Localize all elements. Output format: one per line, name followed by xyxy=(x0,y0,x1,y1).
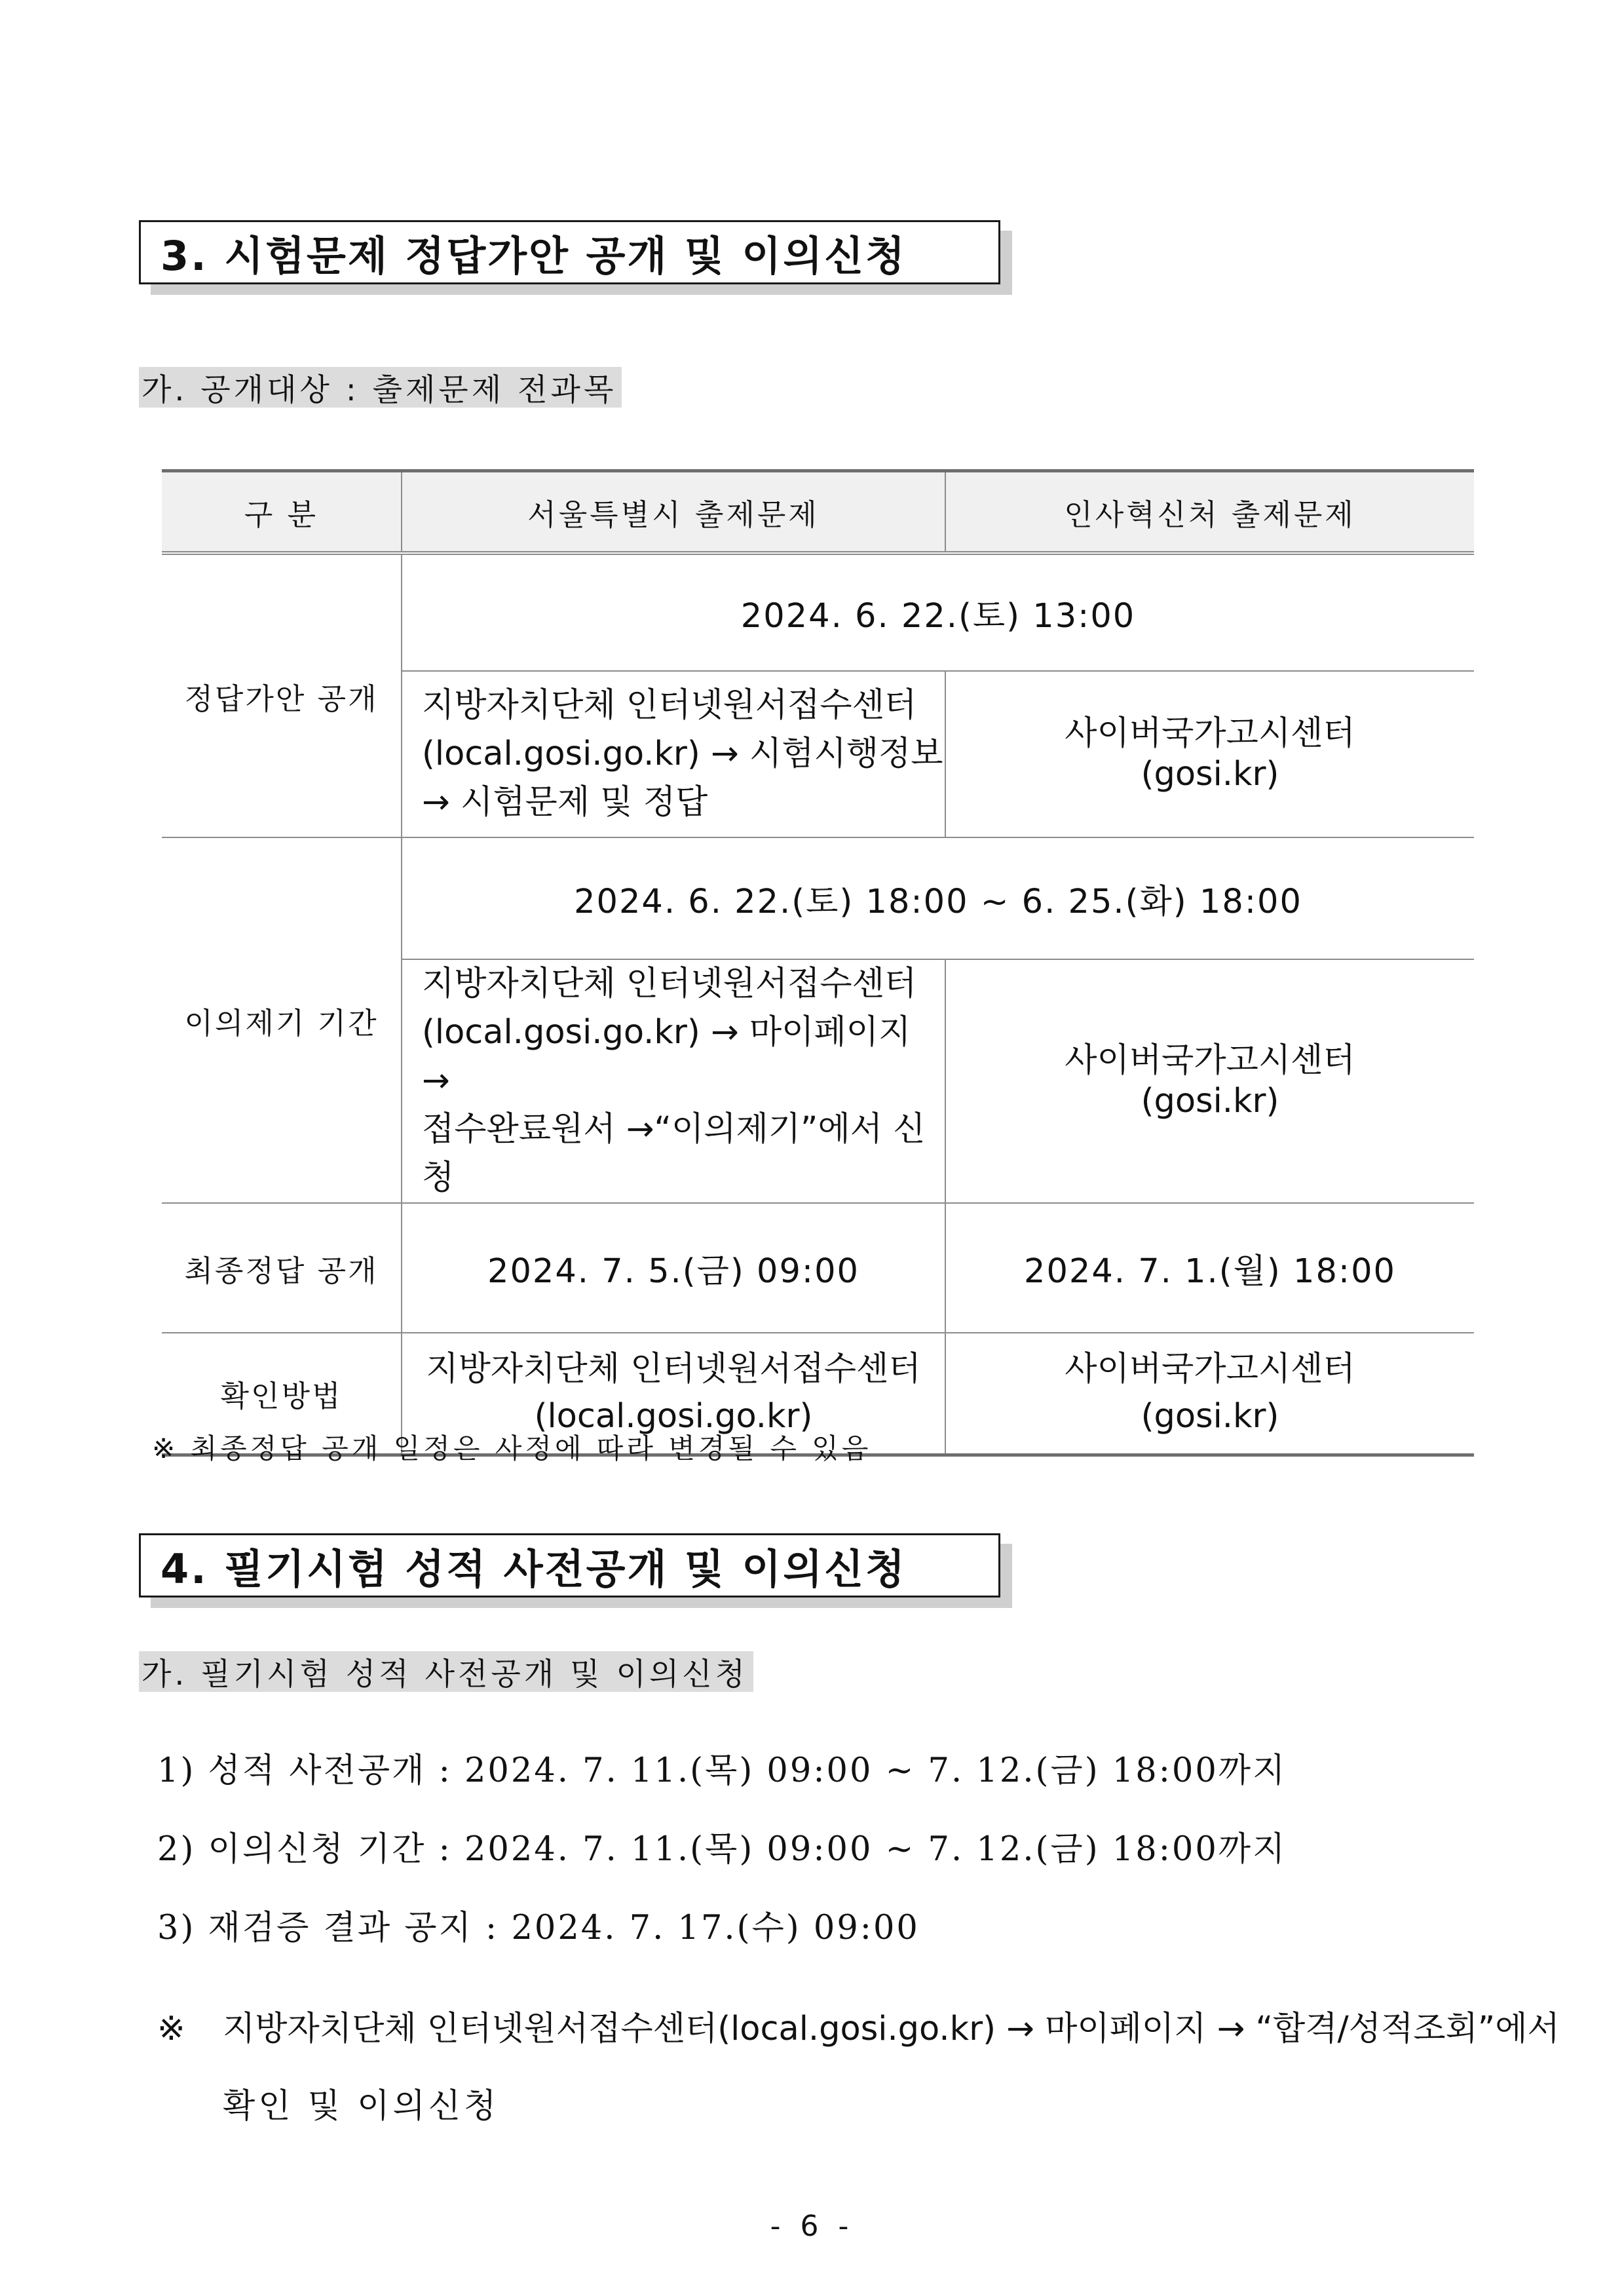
method-line: 사이버국가고시센터 xyxy=(1065,714,1355,753)
section-3-subheading: 가. 공개대상 : 출제문제 전과목 xyxy=(139,367,622,408)
footnote-line-1 xyxy=(157,1991,1560,2068)
list-item: 1) 성적 사전공개 : 2024. 7. 11.(목) 09:00 ~ 7. 12.(금) 18:00까지 xyxy=(157,1751,1287,1790)
table-row xyxy=(162,1203,1474,1333)
method-line: (gosi.kr) xyxy=(1141,1397,1279,1436)
section-4-title: 4. 필기시험 성적 사전공개 및 이의신청 xyxy=(161,1544,907,1593)
answer-release-seoul-method xyxy=(402,671,945,837)
page-number: - 6 - xyxy=(770,2210,854,2243)
table-row xyxy=(162,837,1474,959)
final-answer-mpm-date: 2024. 7. 1.(월) 18:00 xyxy=(945,1203,1474,1333)
answer-release-label: 정답가안 공개 xyxy=(162,553,402,837)
objection-date: 2024. 6. 22.(토) 18:00 ~ 6. 25.(화) 18:00 xyxy=(402,837,1474,959)
final-answer-label: 최종정답 공개 xyxy=(162,1203,402,1333)
section-4-heading xyxy=(139,1533,1000,1598)
schedule-table xyxy=(162,469,1474,1457)
objection-mpm-method xyxy=(945,959,1474,1203)
section-3-title: 3. 시험문제 정답가안 공개 및 이의신청 xyxy=(161,231,907,280)
objection-seoul-method xyxy=(402,959,945,1203)
section-3-heading xyxy=(139,220,1000,284)
heading-box xyxy=(139,220,1000,284)
table-header-row xyxy=(162,471,1474,554)
final-answer-seoul-date: 2024. 7. 5.(금) 09:00 xyxy=(402,1203,945,1333)
list-item: 3) 재검증 결과 공지 : 2024. 7. 17.(수) 09:00 xyxy=(157,1909,920,1947)
method-line: 지방자치단체 인터넷원서접수센터 xyxy=(422,686,917,725)
method-line: (local.gosi.go.kr) xyxy=(534,1397,813,1436)
header-category: 구 분 xyxy=(162,471,402,554)
method-line: (gosi.kr) xyxy=(1141,1082,1279,1120)
check-method-mpm xyxy=(945,1333,1474,1455)
schedule-note: ※ 최종정답 공개 일정은 사정에 따라 변경될 수 있음 xyxy=(152,1432,872,1464)
answer-release-mpm-method xyxy=(945,671,1474,837)
answer-release-date: 2024. 6. 22.(토) 13:00 xyxy=(402,553,1474,671)
check-method-label: 확인방법 xyxy=(162,1333,402,1455)
header-seoul: 서울특별시 출제문제 xyxy=(402,471,945,554)
reference-mark: ※ xyxy=(157,2010,185,2048)
heading-box xyxy=(139,1533,1000,1598)
footnote-text-1: 지방자치단체 인터넷원서접수센터(local.gosi.go.kr) → 마이페이지 → “합격/성적조회”에서 xyxy=(223,2010,1560,2048)
method-line: (local.gosi.go.kr) → 마이페이지 → xyxy=(422,1013,911,1100)
score-footnote xyxy=(157,1991,1560,2145)
method-line: → 시험문제 및 정답 xyxy=(422,783,708,822)
list-item: 2) 이의신청 기간 : 2024. 7. 11.(목) 09:00 ~ 7. 12.(금) 18:00까지 xyxy=(157,1830,1287,1869)
section-4-subheading: 가. 필기시험 성적 사전공개 및 이의신청 xyxy=(139,1651,753,1692)
method-line: 사이버국가고시센터 xyxy=(1065,1041,1355,1080)
footnote-text-2: 확인 및 이의신청 xyxy=(223,2087,500,2126)
method-line: 사이버국가고시센터 xyxy=(1065,1350,1355,1389)
method-line: 지방자치단체 인터넷원서접수센터 xyxy=(426,1350,921,1389)
table-row xyxy=(162,553,1474,671)
method-line: (local.gosi.go.kr) → 시험시행정보 xyxy=(422,735,943,773)
method-line: 지방자치단체 인터넷원서접수센터 xyxy=(422,965,917,1003)
method-line: 접수완료원서 →“이의제기”에서 신청 xyxy=(422,1110,926,1197)
header-mpm: 인사혁신처 출제문제 xyxy=(945,471,1474,554)
method-line: (gosi.kr) xyxy=(1141,755,1279,794)
objection-label: 이의제기 기간 xyxy=(162,837,402,1203)
